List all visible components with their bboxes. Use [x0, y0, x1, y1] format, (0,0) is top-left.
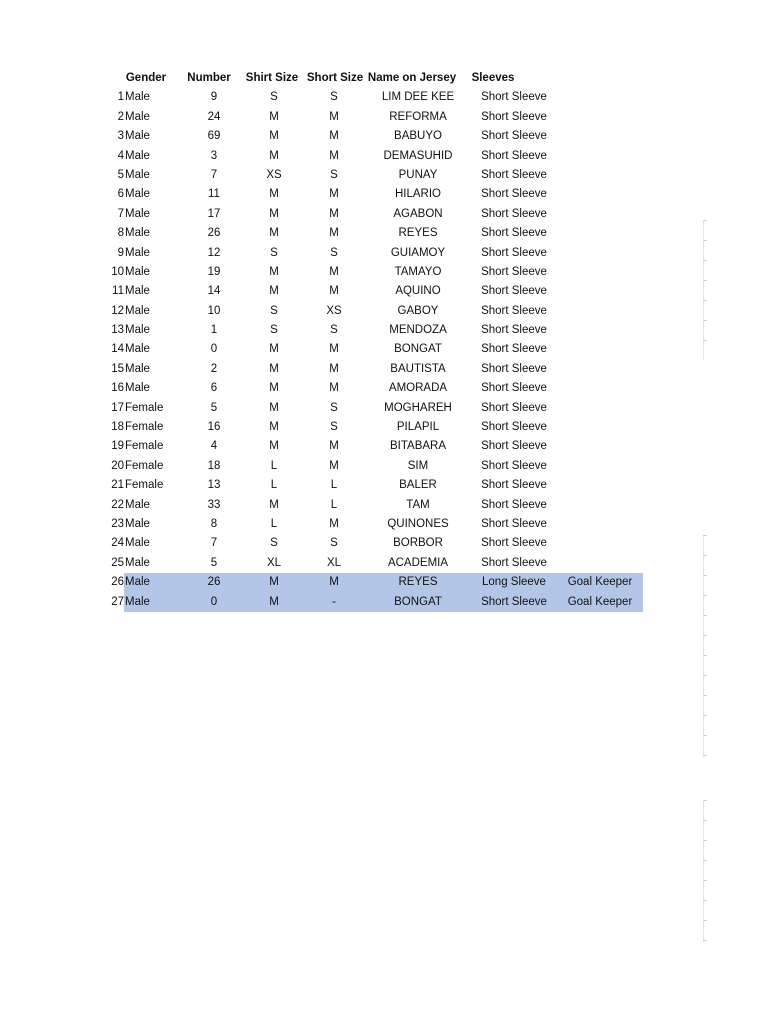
cell-role: Goal Keeper: [567, 576, 633, 589]
cell-name-on-jersey: PILAPIL: [396, 421, 440, 434]
cell-short-size: M: [329, 440, 339, 453]
cell-sleeves: Long Sleeve: [482, 576, 546, 589]
edge-tick: [703, 535, 707, 536]
cell-gender: Male: [125, 517, 150, 530]
cell-sleeves: Short Sleeve: [481, 130, 547, 143]
cell-sleeves: Short Sleeve: [481, 324, 547, 337]
edge-tick: [703, 260, 707, 261]
cell-number: 14: [207, 285, 221, 298]
table-row: [0, 379, 768, 398]
edge-tick: [703, 615, 707, 616]
jersey-order-sheet: [0, 69, 768, 612]
cell-short-size: M: [329, 576, 339, 589]
row-index: 3: [117, 130, 124, 143]
cell-sleeves: Short Sleeve: [481, 265, 547, 278]
cell-number: 5: [210, 401, 218, 414]
cell-sleeves: Short Sleeve: [481, 91, 547, 104]
table-row: [0, 263, 768, 282]
edge-tick: [703, 575, 707, 576]
row-index: 9: [117, 246, 124, 259]
edge-tick: [703, 940, 707, 941]
table-row: [0, 244, 768, 263]
cell-number: 13: [207, 479, 221, 492]
cell-name-on-jersey: REYES: [398, 576, 438, 589]
edge-tick: [703, 800, 707, 801]
cell-number: 3: [210, 149, 218, 162]
cell-short-size: M: [329, 362, 339, 375]
cell-short-size: S: [330, 537, 338, 550]
row-index: 20: [111, 459, 124, 472]
row-index: 7: [117, 207, 124, 220]
cell-gender: Male: [125, 576, 150, 589]
cell-gender: Male: [125, 91, 150, 104]
cell-name-on-jersey: AGABON: [393, 207, 443, 220]
edge-tick: [703, 595, 707, 596]
cell-sleeves: Short Sleeve: [481, 459, 547, 472]
page-edge-marks: [703, 220, 704, 360]
edge-tick: [703, 820, 707, 821]
table-row: [0, 147, 768, 166]
cell-short-size: -: [332, 595, 336, 608]
cell-shirt-size: M: [269, 362, 279, 375]
cell-number: 11: [208, 188, 220, 201]
edge-tick: [703, 655, 707, 656]
row-index: 18: [111, 421, 124, 434]
header-name-on-jersey: Name on Jersey: [367, 72, 457, 84]
cell-shirt-size: M: [269, 285, 279, 298]
edge-tick: [703, 920, 707, 921]
cell-gender: Male: [125, 285, 150, 298]
row-index: 26: [111, 576, 124, 589]
table-row: [0, 573, 768, 592]
row-index: 1: [117, 91, 124, 104]
cell-name-on-jersey: AMORADA: [388, 382, 448, 395]
cell-shirt-size: S: [270, 91, 278, 104]
cell-number: 1: [210, 324, 218, 337]
cell-shirt-size: M: [269, 227, 279, 240]
cell-sleeves: Short Sleeve: [481, 227, 547, 240]
cell-short-size: L: [330, 479, 338, 492]
cell-sleeves: Short Sleeve: [481, 285, 547, 298]
edge-tick: [703, 695, 707, 696]
row-index: 2: [117, 110, 124, 123]
edge-tick: [703, 240, 707, 241]
cell-number: 18: [207, 459, 221, 472]
cell-name-on-jersey: MENDOZA: [389, 324, 447, 337]
cell-sleeves: Short Sleeve: [481, 343, 547, 356]
row-index: 15: [111, 362, 124, 375]
cell-name-on-jersey: BORBOR: [393, 537, 443, 550]
cell-gender: Male: [125, 227, 150, 240]
table-row: [0, 282, 768, 301]
cell-sleeves: Short Sleeve: [481, 595, 547, 608]
cell-shirt-size: M: [269, 576, 279, 589]
cell-shirt-size: M: [269, 401, 279, 414]
cell-gender: Male: [125, 343, 150, 356]
cell-gender: Male: [125, 324, 150, 337]
cell-name-on-jersey: GABOY: [397, 304, 439, 317]
cell-short-size: S: [330, 401, 338, 414]
cell-sleeves: Short Sleeve: [481, 149, 547, 162]
cell-number: 8: [210, 517, 218, 530]
row-index: 24: [111, 537, 124, 550]
cell-gender: Male: [125, 168, 150, 181]
cell-name-on-jersey: BALER: [399, 479, 437, 492]
cell-number: 26: [207, 227, 221, 240]
cell-short-size: S: [330, 246, 338, 259]
cell-name-on-jersey: LIM DEE KEE: [381, 91, 455, 104]
cell-shirt-size: XL: [266, 556, 282, 569]
edge-tick: [703, 280, 707, 281]
cell-short-size: M: [329, 227, 339, 240]
edge-tick: [703, 635, 707, 636]
cell-short-size: M: [329, 382, 339, 395]
cell-shirt-size: M: [269, 343, 279, 356]
cell-shirt-size: M: [269, 130, 279, 143]
cell-shirt-size: L: [270, 517, 278, 530]
edge-tick: [703, 735, 707, 736]
cell-name-on-jersey: DEMASUHID: [383, 149, 453, 162]
cell-gender: Male: [125, 556, 150, 569]
cell-sleeves: Short Sleeve: [481, 207, 547, 220]
row-index: 5: [117, 168, 124, 181]
cell-gender: Male: [125, 207, 150, 220]
cell-shirt-size: S: [270, 324, 278, 337]
row-index: 11: [112, 285, 124, 298]
row-index: 17: [111, 401, 124, 414]
cell-sleeves: Short Sleeve: [481, 479, 547, 492]
header-row: [0, 69, 768, 88]
cell-gender: Male: [125, 149, 150, 162]
cell-number: 12: [207, 246, 221, 259]
table-row: [0, 437, 768, 456]
table-row: [0, 185, 768, 204]
cell-short-size: S: [330, 91, 338, 104]
cell-shirt-size: L: [270, 479, 278, 492]
cell-sleeves: Short Sleeve: [481, 401, 547, 414]
table-row: [0, 496, 768, 515]
cell-shirt-size: M: [269, 595, 279, 608]
cell-name-on-jersey: BABUYO: [394, 130, 442, 143]
cell-gender: Female: [125, 421, 164, 434]
header-short-size: Short Size: [306, 72, 364, 84]
cell-number: 16: [207, 421, 221, 434]
cell-name-on-jersey: REYES: [398, 227, 438, 240]
page-edge-marks: [703, 535, 704, 757]
cell-gender: Female: [125, 479, 164, 492]
cell-name-on-jersey: BONGAT: [394, 343, 442, 356]
cell-sleeves: Short Sleeve: [481, 517, 547, 530]
cell-gender: Male: [125, 188, 150, 201]
table-row: [0, 127, 768, 146]
row-index: 14: [111, 343, 124, 356]
cell-number: 7: [210, 168, 218, 181]
cell-name-on-jersey: SIM: [407, 459, 429, 472]
cell-short-size: M: [329, 188, 339, 201]
cell-number: 26: [207, 576, 221, 589]
table-row: [0, 418, 768, 437]
cell-shirt-size: XS: [266, 168, 282, 181]
header-shirt-size: Shirt Size: [245, 72, 299, 84]
edge-tick: [703, 755, 707, 756]
table-row: [0, 476, 768, 495]
cell-number: 0: [210, 595, 218, 608]
cell-short-size: L: [330, 498, 338, 511]
edge-tick: [703, 300, 707, 301]
cell-gender: Male: [125, 382, 150, 395]
row-index: 12: [111, 304, 124, 317]
cell-name-on-jersey: BAUTISTA: [390, 362, 446, 375]
cell-name-on-jersey: BITABARA: [389, 440, 447, 453]
cell-gender: Male: [125, 362, 150, 375]
cell-role: Goal Keeper: [567, 595, 633, 608]
table-row: [0, 399, 768, 418]
table-row: [0, 360, 768, 379]
cell-name-on-jersey: TAM: [406, 498, 430, 511]
cell-sleeves: Short Sleeve: [481, 110, 547, 123]
cell-name-on-jersey: ACADEMIA: [387, 556, 449, 569]
cell-name-on-jersey: MOGHAREH: [384, 401, 452, 414]
cell-gender: Female: [125, 401, 164, 414]
header-gender: Gender: [125, 72, 167, 84]
cell-shirt-size: M: [269, 440, 279, 453]
cell-gender: Male: [125, 110, 150, 123]
cell-name-on-jersey: BONGAT: [394, 595, 442, 608]
cell-shirt-size: S: [270, 537, 278, 550]
cell-shirt-size: M: [269, 207, 279, 220]
cell-sleeves: Short Sleeve: [481, 498, 547, 511]
cell-shirt-size: L: [270, 459, 278, 472]
cell-shirt-size: M: [269, 498, 279, 511]
cell-short-size: M: [329, 110, 339, 123]
edge-tick: [703, 340, 707, 341]
cell-number: 7: [210, 537, 218, 550]
cell-shirt-size: M: [269, 382, 279, 395]
cell-short-size: M: [329, 149, 339, 162]
cell-name-on-jersey: GUIAMOY: [390, 246, 446, 259]
cell-name-on-jersey: AQUINO: [395, 285, 441, 298]
edge-tick: [703, 715, 707, 716]
cell-name-on-jersey: HILARIO: [394, 188, 441, 201]
edge-tick: [703, 900, 707, 901]
cell-sleeves: Short Sleeve: [481, 440, 547, 453]
edge-tick: [703, 860, 707, 861]
table-row: [0, 224, 768, 243]
cell-number: 6: [210, 382, 218, 395]
cell-short-size: M: [329, 265, 339, 278]
cell-number: 17: [207, 207, 221, 220]
cell-short-size: M: [329, 207, 339, 220]
row-index: 22: [111, 498, 124, 511]
row-index: 19: [111, 440, 124, 453]
edge-tick: [703, 555, 707, 556]
cell-shirt-size: M: [269, 110, 279, 123]
cell-name-on-jersey: TAMAYO: [394, 265, 442, 278]
row-index: 6: [117, 188, 124, 201]
cell-gender: Male: [125, 498, 150, 511]
header-sleeves: Sleeves: [471, 72, 515, 84]
cell-short-size: M: [329, 459, 339, 472]
cell-shirt-size: S: [270, 246, 278, 259]
page-edge-marks: [703, 800, 704, 942]
cell-short-size: S: [330, 168, 338, 181]
cell-short-size: XL: [326, 556, 342, 569]
row-index: 21: [111, 479, 124, 492]
edge-tick: [703, 320, 707, 321]
cell-number: 0: [210, 343, 218, 356]
cell-gender: Male: [125, 265, 150, 278]
table-row: [0, 108, 768, 127]
cell-gender: Female: [125, 440, 164, 453]
cell-number: 69: [207, 130, 221, 143]
table-row: [0, 88, 768, 107]
cell-short-size: S: [330, 421, 338, 434]
table-row: [0, 593, 768, 612]
cell-short-size: M: [329, 130, 339, 143]
row-index: 25: [111, 556, 124, 569]
edge-tick: [703, 880, 707, 881]
cell-short-size: M: [329, 517, 339, 530]
cell-number: 9: [210, 91, 218, 104]
cell-gender: Male: [125, 130, 150, 143]
cell-number: 19: [207, 265, 221, 278]
row-index: 27: [111, 595, 124, 608]
table-body: [0, 88, 768, 612]
cell-short-size: M: [329, 285, 339, 298]
row-index: 13: [111, 324, 124, 337]
cell-gender: Male: [125, 595, 150, 608]
table-row: [0, 554, 768, 573]
table-row: [0, 166, 768, 185]
cell-number: 4: [210, 440, 218, 453]
table-row: [0, 457, 768, 476]
table-row: [0, 534, 768, 553]
cell-shirt-size: M: [269, 149, 279, 162]
table-row: [0, 340, 768, 359]
cell-number: 2: [210, 362, 218, 375]
cell-sleeves: Short Sleeve: [481, 168, 547, 181]
cell-number: 10: [207, 304, 221, 317]
cell-gender: Female: [125, 459, 164, 472]
edge-tick: [703, 220, 707, 221]
table-row: [0, 321, 768, 340]
table-row: [0, 515, 768, 534]
cell-number: 5: [210, 556, 218, 569]
cell-shirt-size: M: [269, 265, 279, 278]
table-row: [0, 302, 768, 321]
cell-shirt-size: M: [269, 188, 279, 201]
row-index: 8: [117, 227, 124, 240]
cell-gender: Male: [125, 304, 150, 317]
cell-gender: Male: [125, 246, 150, 259]
cell-sleeves: Short Sleeve: [481, 304, 547, 317]
cell-short-size: S: [330, 324, 338, 337]
cell-number: 33: [207, 498, 221, 511]
row-index: 23: [111, 517, 124, 530]
cell-sleeves: Short Sleeve: [481, 362, 547, 375]
cell-shirt-size: M: [269, 421, 279, 434]
header-number: Number: [187, 72, 231, 84]
cell-sleeves: Short Sleeve: [481, 382, 547, 395]
cell-sleeves: Short Sleeve: [481, 556, 547, 569]
edge-tick: [703, 675, 707, 676]
row-index: 10: [111, 265, 124, 278]
cell-sleeves: Short Sleeve: [481, 246, 547, 259]
cell-sleeves: Short Sleeve: [481, 537, 547, 550]
cell-number: 24: [207, 110, 221, 123]
table-row: [0, 205, 768, 224]
cell-short-size: XS: [326, 304, 342, 317]
edge-tick: [703, 840, 707, 841]
cell-gender: Male: [125, 537, 150, 550]
row-index: 4: [117, 149, 124, 162]
cell-name-on-jersey: PUNAY: [398, 168, 438, 181]
cell-name-on-jersey: REFORMA: [389, 110, 447, 123]
cell-sleeves: Short Sleeve: [481, 188, 547, 201]
cell-short-size: M: [329, 343, 339, 356]
cell-sleeves: Short Sleeve: [481, 421, 547, 434]
row-index: 16: [111, 382, 124, 395]
cell-shirt-size: S: [270, 304, 278, 317]
cell-name-on-jersey: QUINONES: [387, 517, 449, 530]
